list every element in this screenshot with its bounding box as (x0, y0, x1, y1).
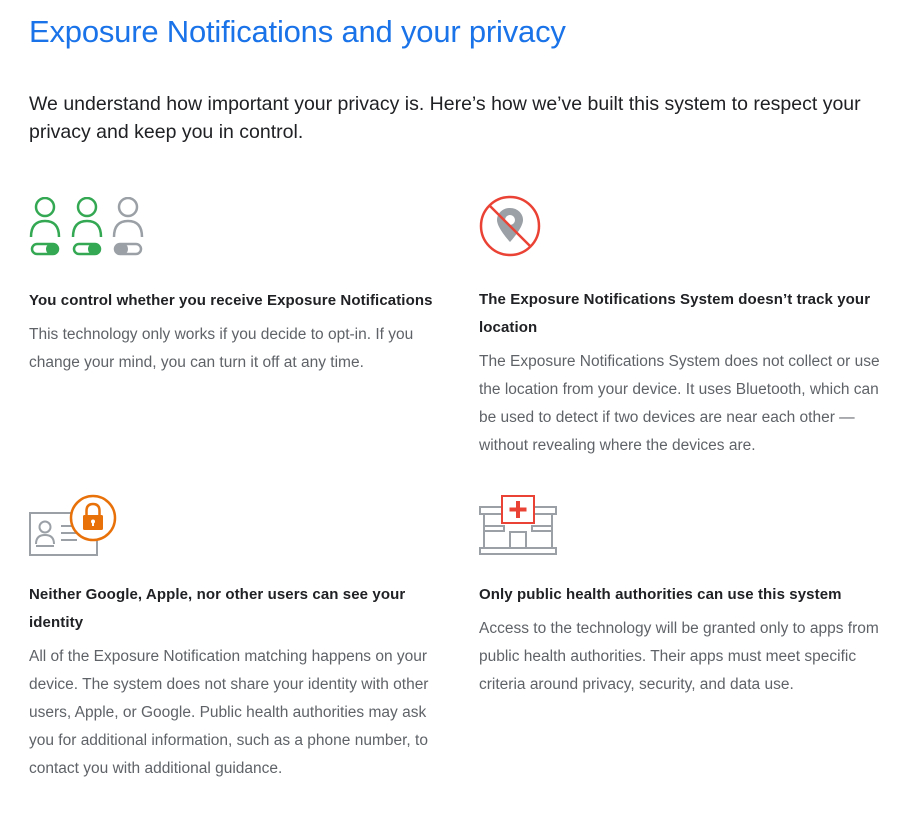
people-toggles-icon (29, 197, 149, 259)
card-identity-private (29, 494, 449, 783)
intro-text: We understand how important your privacy is. Here’s how we’ve built this system to respect your privacy and keep you in control. (29, 93, 861, 143)
card-public-health-only (479, 494, 894, 699)
card-body: Access to the technology will be granted only to apps from public health authorities. Their apps must meet specific criteria around privacy, security, and data use. (479, 620, 879, 693)
card-heading: Only public health authorities can use this system (479, 586, 842, 603)
card-body: The Exposure Notifications System does not collect or use the location from your device. It uses Bluetooth, which can be used to detect if two devices are near each other — without revealing where the devices are. (479, 353, 880, 454)
card-body: All of the Exposure Notification matching happens on your device. The system does not share your identity with other users, Apple, or Google. Public health authorities may ask you for additional information, such as a phone number, to contact you with additional guidance. (29, 648, 429, 777)
page-title: Exposure Notifications and your privacy (29, 14, 566, 49)
health-authority-building-icon (479, 494, 559, 560)
card-heading: Neither Google, Apple, nor other users can see your identity (29, 586, 406, 631)
card-body: This technology only works if you decide to opt-in. If you change your mind, you can turn it off at any time. (29, 326, 414, 371)
card-heading: The Exposure Notifications System doesn’t track your location (479, 291, 871, 336)
no-location-icon (479, 192, 543, 258)
locked-id-card-icon (29, 494, 129, 560)
card-opt-in-control (29, 192, 449, 377)
card-heading: You control whether you receive Exposure Notifications (29, 292, 433, 309)
card-no-location-tracking (479, 192, 894, 460)
